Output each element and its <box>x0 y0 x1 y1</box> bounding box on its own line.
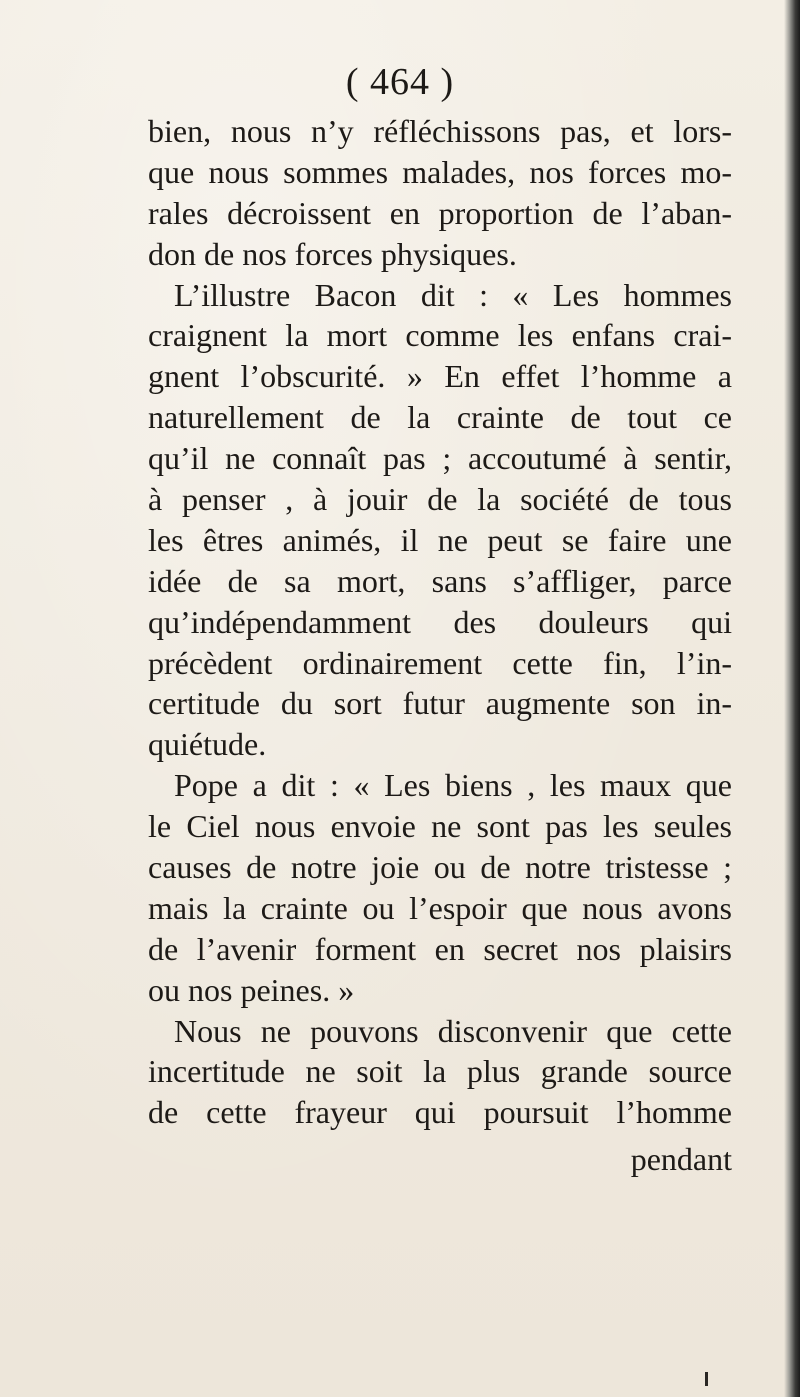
text-line: précèdent ordinairement cette fin, l’in- <box>148 644 732 681</box>
text-line: rales décroissent en proportion de l’aban- <box>148 194 732 231</box>
text-line: idée de sa mort, sans s’affliger, parce <box>148 562 732 599</box>
text-line: certitude du sort futur augmente son in- <box>148 685 732 722</box>
ink-speck <box>705 1372 708 1386</box>
text-line: don de nos forces physiques. <box>148 235 517 272</box>
body-text <box>148 111 732 1133</box>
text-line: de cette frayeur qui poursuit l’homme <box>148 1094 732 1131</box>
text-line: à penser , à jouir de la société de tous <box>148 481 732 518</box>
text-line: craignent la mort comme les enfans crai- <box>148 317 732 354</box>
text-line: Pope a dit : « Les biens , les maux que <box>174 767 732 804</box>
text-line: les êtres animés, il ne peut se faire une <box>148 521 732 558</box>
text-line: naturellement de la crainte de tout ce <box>148 399 732 436</box>
text-line: que nous sommes malades, nos forces mo- <box>148 153 732 190</box>
text-line: de l’avenir forment en secret nos plaisirs <box>148 930 732 967</box>
text-line: ou nos peines. » <box>148 971 355 1008</box>
text-line: Nous ne pouvons disconvenir que cette <box>174 1012 732 1049</box>
text-line: quiétude. <box>148 726 267 763</box>
text-line: incertitude ne soit la plus grande source <box>148 1053 732 1090</box>
text-line: bien, nous n’y réfléchissons pas, et lors- <box>148 113 732 149</box>
text-line: L’illustre Bacon dit : « Les hommes <box>174 276 732 313</box>
text-line: le Ciel nous envoie ne sont pas les seules <box>148 808 732 845</box>
text-line: causes de notre joie ou de notre tristesse ; <box>148 849 732 886</box>
text-line: qu’il ne connaît pas ; accoutumé à sentir, <box>148 440 732 477</box>
catchword: pendant <box>630 1141 732 1177</box>
text-line: mais la crainte ou l’espoir que nous avons <box>148 889 732 926</box>
page-binding-edge <box>784 0 800 1397</box>
text-line: qu’indépendamment des douleurs qui <box>148 603 732 640</box>
text-line: gnent l’obscurité. » En effet l’homme a <box>148 358 732 395</box>
page-number: ( 464 ) <box>345 61 455 103</box>
